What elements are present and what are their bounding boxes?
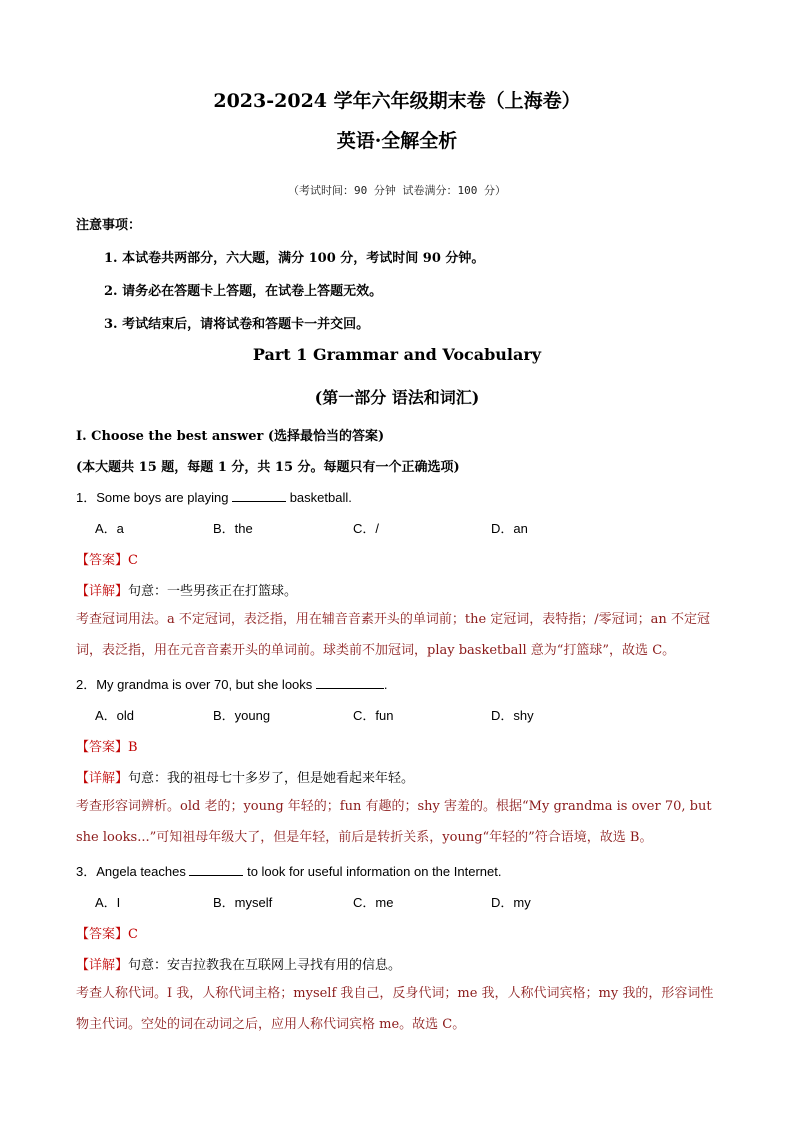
explanation: 考查冠词用法。a 不定冠词，表泛指，用在辅音音素开头的单词前；the 定冠词，表特指；/零冠词；an 不定冠词，表泛指，用在元音音素开头的单词前。球类前不加冠词，play basketball 意为“打篮球”，故选 C。	[76, 612, 710, 658]
section-instructions: (本大题共 15 题，每题 1 分，共 15 分。每题只有一个正确选项)	[76, 460, 460, 475]
notice-item: 3. 考试结束后，请将试卷和答题卡一并交回。	[104, 317, 370, 332]
notice-item: 2. 请务必在答题卡上答题，在试卷上答题无效。	[104, 284, 383, 299]
explanation: 考查人称代词。I 我，人称代词主格；myself 我自己，反身代词；me 我，人称代词宾格；my 我的，形容词性物主代词。空处的词在动词之后，应用人称代词宾格 me。故选 C。	[76, 986, 714, 1032]
option-b: B．myself	[213, 895, 273, 910]
option-a: A．a	[95, 521, 124, 536]
part-title: Part 1 Grammar and Vocabulary	[252, 345, 542, 364]
detail-text: 句意：安吉拉教我在互联网上寻找有用的信息。	[128, 958, 402, 973]
detail-line	[76, 954, 401, 973]
stem-text: .	[383, 677, 388, 692]
answer-line: 【答案】C	[76, 553, 138, 568]
option-d: D．shy	[491, 708, 534, 723]
exam-info: （考试时间：90 分钟 试卷满分：100 分）	[288, 184, 506, 197]
detail-line	[76, 767, 414, 786]
part-subtitle: (第一部分 语法和词汇)	[314, 388, 480, 407]
detail-label: 【详解】	[76, 771, 129, 786]
option-b: B．the	[213, 521, 253, 536]
page-subtitle: 英语·全解全析	[336, 130, 458, 152]
detail-text: 句意：一些男孩正在打篮球。	[128, 584, 298, 599]
option-b: B．young	[213, 708, 271, 723]
option-c: C．fun	[353, 708, 394, 723]
detail-label: 【详解】	[76, 584, 129, 599]
option-a: A．I	[95, 895, 121, 910]
answer-line: 【答案】B	[76, 740, 138, 755]
detail-text: 句意：我的祖母七十多岁了，但是她看起来年轻。	[128, 771, 415, 786]
option-c: C．me	[353, 895, 394, 910]
option-d: D．my	[491, 895, 531, 910]
answer-blank	[316, 676, 384, 689]
answer-blank	[232, 489, 286, 502]
stem-text: to look for useful information on the Internet.	[243, 864, 502, 879]
page-title: 2023-2024 学年六年级期末卷（上海卷）	[213, 90, 581, 112]
detail-label: 【详解】	[76, 958, 129, 973]
explanation: 考查形容词辨析。old 老的；young 年轻的；fun 有趣的；shy 害羞的。根据“My grandma is over 70, but she looks...”可知祖母年级大了，但是年轻，前后是转折关系，young“年轻的”符合语境，故选 B。	[76, 799, 712, 845]
option-a: A．old	[95, 708, 135, 723]
stem-text: 1．Some boys are playing	[76, 490, 233, 505]
question-stem	[76, 487, 352, 506]
stem-text: 3．Angela teaches	[76, 864, 190, 879]
question-stem	[76, 674, 388, 693]
option-c: C．/	[353, 521, 380, 536]
option-d: D．an	[491, 521, 528, 536]
detail-line	[76, 580, 297, 599]
answer-blank	[189, 863, 243, 876]
notice-item: 1. 本试卷共两部分，六大题，满分 100 分，考试时间 90 分钟。	[104, 251, 485, 266]
notice-heading: 注意事项：	[76, 218, 142, 233]
section-heading: I. Choose the best answer (选择最恰当的答案)	[76, 429, 385, 444]
stem-text: 2．My grandma is over 70, but she looks	[76, 677, 316, 692]
stem-text: basketball.	[286, 490, 352, 505]
question-stem	[76, 861, 501, 880]
answer-line: 【答案】C	[76, 927, 138, 942]
